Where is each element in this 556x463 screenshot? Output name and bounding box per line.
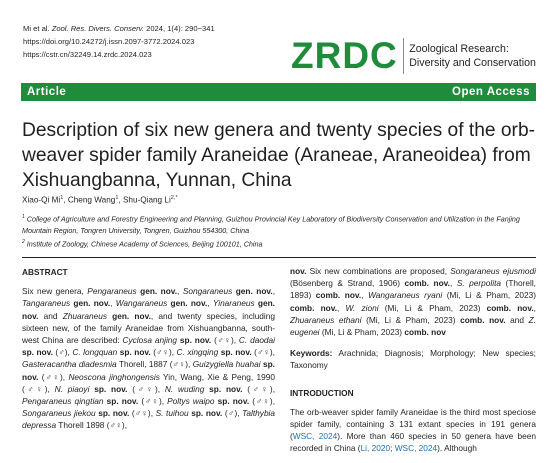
abstract-text: Six new genera, Pengaraneus gen. nov., Songaraneus gen. nov., Tangaraneus gen. nov., Wangaraneus gen. nov., Yinaraneus gen. nov. and Zhuaraneus gen. nov., and twenty species, including sixteen new, of the family Araneidae from Xishuangbanna, south-west China are described: Cyclosa anjing sp. nov. (♂♀), C. daodai sp. nov. (♂), C. longquan sp. nov. (♂♀), C. xingqing sp. nov. (♂♀), Gasteracantha diadesmia Thorell, 1887 (♂♀), Guizygiella huahai sp. nov. (♂♀), Neoscona jinghongensis Yin, Wang, Xie & Peng, 1990 (♂♀), N. piaoyi sp. nov. (♂♀), N. wuding sp. nov. (♂♀), Pengaraneus qingtian sp. nov. (♂♀), Poltys waipo sp. nov. (♂♀), Songaraneus jiekou sp. nov. (♂♀), S. tuihou sp. nov. (♂), Talthybia depressa Thorell 1898 (♂♀),	[22, 286, 276, 431]
reference-link[interactable]: Li, 2020	[360, 443, 391, 454]
abstract-heading: ABSTRACT	[22, 267, 68, 277]
article-type-label: Article	[27, 86, 67, 98]
affiliation-text: Institute of Zoology, Chinese Academy of Sciences, Beijing 100101, China	[26, 239, 263, 249]
journal-logo[interactable]	[291, 36, 536, 76]
article-banner	[21, 83, 536, 101]
author-name[interactable]: Cheng Wang	[67, 195, 116, 205]
logo-line-2: Diversity and Conservation	[409, 57, 536, 69]
author-name[interactable]: Shu-Qiang Li	[122, 195, 171, 205]
affiliation-number: 1	[22, 214, 25, 220]
open-access-label: Open Access	[452, 86, 530, 98]
citation-authors: Mi et al.	[23, 24, 52, 33]
keywords	[290, 347, 536, 371]
doi-link[interactable]: https://doi.org/10.24272/j.issn.2097-3772.2024.023	[23, 37, 195, 46]
citation-details: 2024, 1(4): 290−341	[143, 24, 215, 33]
abstract-column	[22, 266, 275, 432]
logo-line-1: Zoological Research:	[409, 43, 509, 55]
reference-link[interactable]: WSC, 2024	[394, 443, 438, 454]
citation-block	[23, 22, 215, 61]
paper-title: Description of six new genera and twenty species of the orb-weaver spider family Araneidae (Araneae, Araneoidea) from Xishuangbanna, Yunnan, China	[22, 120, 536, 191]
citation-line	[23, 22, 215, 35]
affiliation-number: 2	[22, 239, 25, 245]
author-list: Xiao-Qi Mi$^1$, Cheng Wang$^1$, Shu-Qiang $Li^{2,*}$	[22, 195, 178, 205]
logo-mark: ZRDC	[291, 35, 398, 76]
author-affil-sup: 1	[60, 195, 64, 201]
author-name[interactable]: Xiao-Qi Mi	[22, 195, 61, 205]
introduction-text: The orb-weaver spider family Araneidae is the third most speciose spider family, containing 3 131 extant species in 191 genera (WSC, 2024). More than 460 species in 50 genera have been recorded in China (Li, 2020; WSC, 2024). Although	[290, 406, 536, 454]
abstract-continuation: nov. Six new combinations are proposed, Songaraneus ejusmodi (Bösenberg & Strand, 1906) comb. nov., S. perpolita (Thorell, 1893) comb. nov., Wangaraneus ryani (Mi, Li & Pham, 2023) comb. nov., W. zioni (Mi, Li & Pham, 2023) comb. nov., Zhuaraneus ethani (Mi, Li & Pham, 2023) comb. nov. and Z. eugenei (Mi, Li & Pham, 2023) comb. nov	[290, 266, 537, 338]
introduction-heading: INTRODUCTION	[290, 387, 354, 398]
logo-divider	[403, 38, 405, 74]
section-divider	[22, 257, 536, 258]
reference-link[interactable]: WSC, 2024	[292, 431, 338, 442]
logo-text	[409, 42, 536, 70]
cstr-link[interactable]: https://cstr.cn/32249.14.zrdc.2024.023	[23, 50, 152, 59]
affiliation-2	[22, 236, 532, 250]
keywords-label: Keywords:	[290, 348, 333, 359]
author-affil-sup: 2,*	[170, 195, 178, 201]
author-affil-sup: 1	[115, 195, 119, 201]
right-column	[290, 265, 536, 455]
affiliation-text: College of Agriculture and Forestry Engineering and Planning, Guizhou Provincial Key Laboratory of Biodiversity Conservation and Utilization in the Fanjing Mountain Region, Tongren University, Tongren, Guizhou 554300, China	[22, 214, 520, 236]
journal-name: Zool. Res. Divers. Conserv.	[51, 24, 144, 33]
keywords-text: Arachnida; Diagnosis; Morphology; New species; Taxonomy	[290, 348, 536, 371]
affiliation-1	[22, 211, 532, 237]
